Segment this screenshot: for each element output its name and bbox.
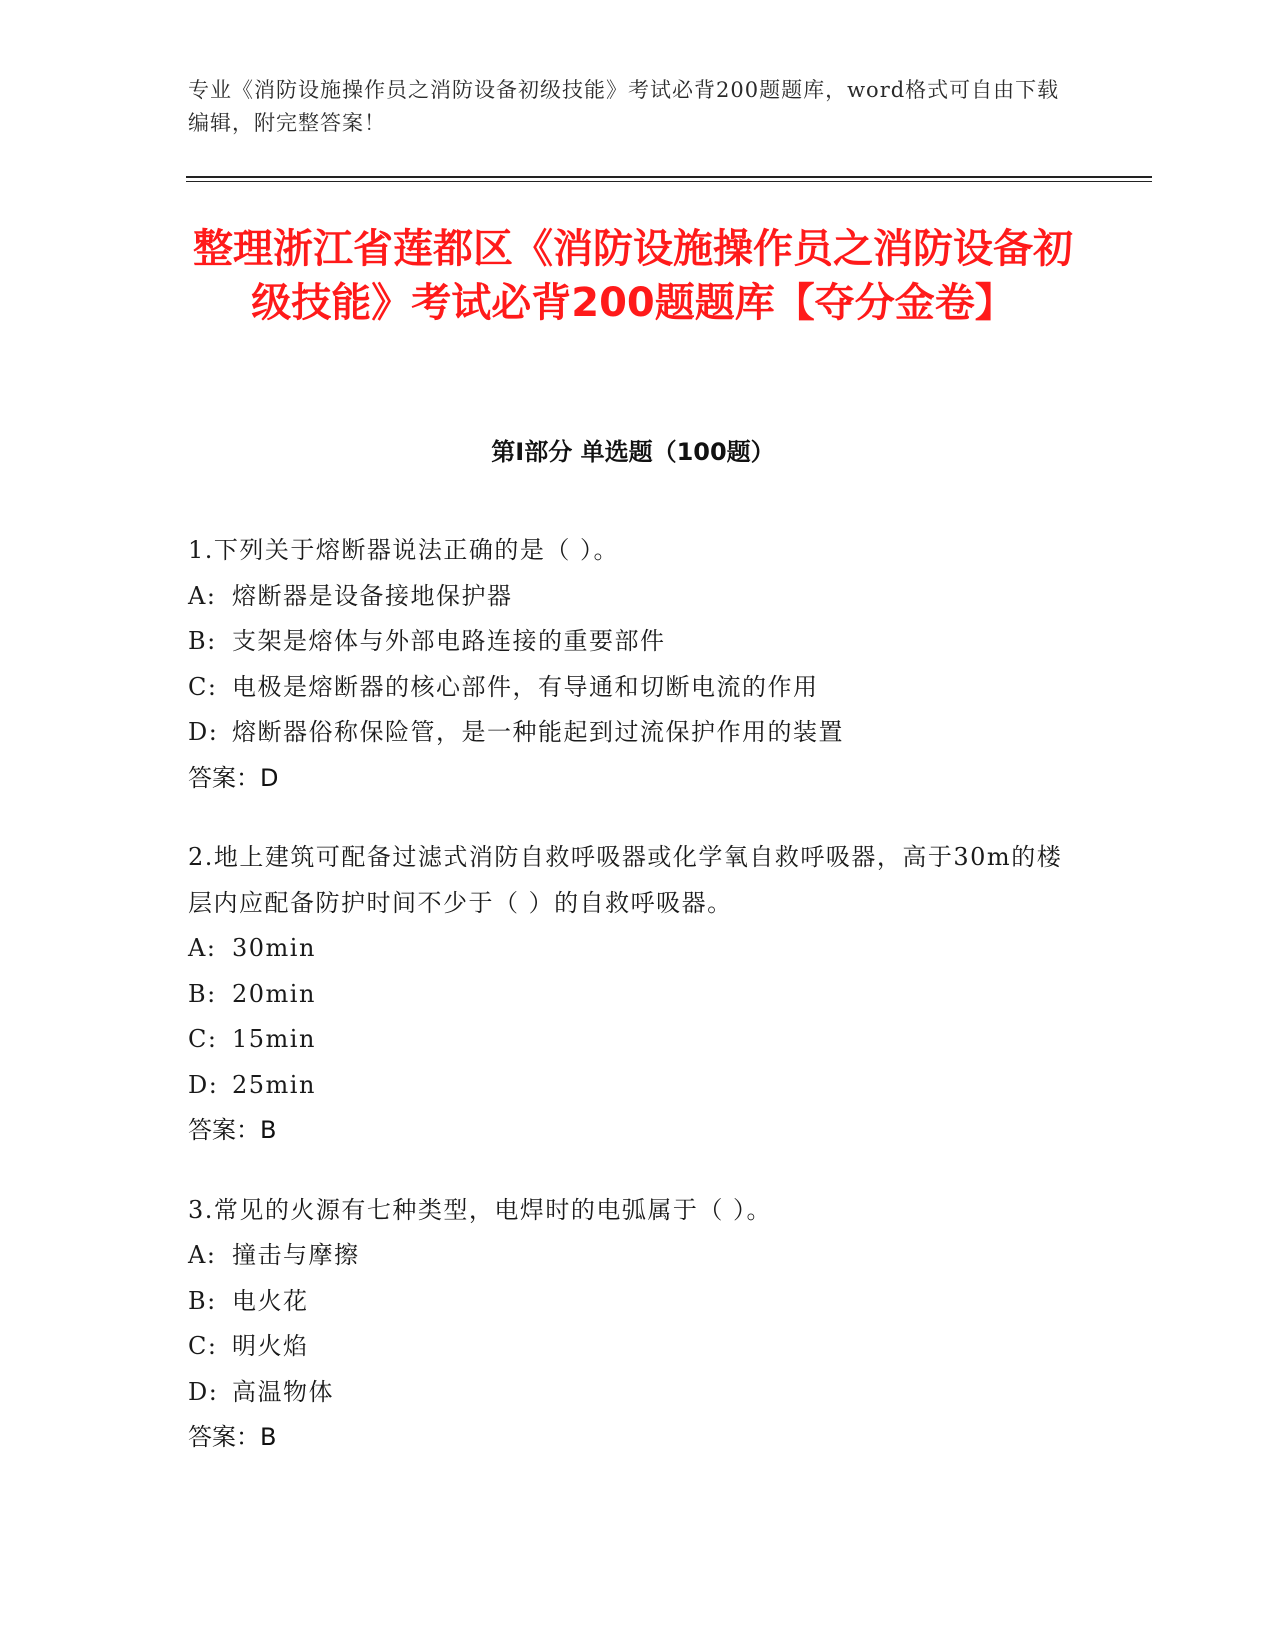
option-text: 20min	[232, 979, 316, 1008]
answer-line: 答案：D	[188, 763, 279, 792]
option-b	[188, 972, 1068, 1018]
question-list	[188, 528, 1068, 1495]
option-text: 明火焰	[232, 1332, 309, 1360]
option-letter: A:	[188, 934, 217, 962]
option-text: 25min	[232, 1070, 316, 1099]
option-text: 电火花	[232, 1286, 309, 1315]
option-text: 支架是熔体与外部电路连接的重要部件	[232, 627, 666, 655]
option-text: 30min	[232, 934, 316, 962]
option-letter: D:	[188, 1070, 219, 1099]
question-1	[188, 528, 1068, 801]
option-text: 熔断器俗称保险管，是一种能起到过流保护作用的装置	[232, 718, 844, 746]
document-title: 整理浙江省莲都区《消防设施操作员之消防设备初级技能》考试必背200题题库【夺分金卷】	[193, 226, 1073, 326]
section-heading: 第I部分 单选题（100题）	[491, 438, 775, 466]
answer-line: 答案：B	[188, 1116, 277, 1144]
question-stem: 2.地上建筑可配备过滤式消防自救呼吸器或化学氧自救呼吸器，高于30m的楼层内应配备防护时间不少于（ ）的自救呼吸器。	[188, 843, 1063, 917]
option-d	[188, 1370, 1068, 1416]
option-letter: C:	[188, 1025, 218, 1053]
option-text: 撞击与摩擦	[232, 1241, 360, 1269]
header-divider-thin	[186, 181, 1152, 182]
question-stem: 1.下列关于熔断器说法正确的是（ ）。	[188, 536, 620, 564]
option-a	[188, 1233, 1068, 1279]
option-b	[188, 1279, 1068, 1325]
option-text: 高温物体	[232, 1377, 334, 1406]
option-c	[188, 665, 1068, 711]
option-letter: D:	[188, 718, 219, 746]
option-text: 熔断器是设备接地保护器	[232, 581, 513, 610]
option-c	[188, 1017, 1068, 1063]
option-d	[188, 1063, 1068, 1109]
option-a	[188, 574, 1068, 620]
option-letter: B:	[188, 627, 217, 655]
option-letter: A:	[188, 581, 217, 610]
question-stem: 3.常见的火源有七种类型，电焊时的电弧属于（ ）。	[188, 1195, 773, 1224]
option-a	[188, 926, 1068, 972]
option-letter: B:	[188, 979, 217, 1008]
option-text: 电极是熔断器的核心部件，有导通和切断电流的作用	[232, 672, 819, 701]
option-d	[188, 710, 1068, 756]
header-note: 专业《消防设施操作员之消防设备初级技能》考试必背200题题库，word格式可自由下载编辑，附完整答案！	[188, 78, 1060, 135]
answer-line: 答案：B	[188, 1423, 277, 1451]
question-2	[188, 835, 1068, 1154]
question-3	[188, 1188, 1068, 1461]
option-text: 15min	[232, 1025, 316, 1053]
option-letter: A:	[188, 1241, 217, 1269]
option-b	[188, 619, 1068, 665]
option-letter: D:	[188, 1377, 219, 1406]
option-c	[188, 1324, 1068, 1370]
header-divider-thick	[186, 176, 1152, 178]
option-letter: B:	[188, 1286, 217, 1315]
option-letter: C:	[188, 672, 218, 701]
option-letter: C:	[188, 1332, 218, 1360]
